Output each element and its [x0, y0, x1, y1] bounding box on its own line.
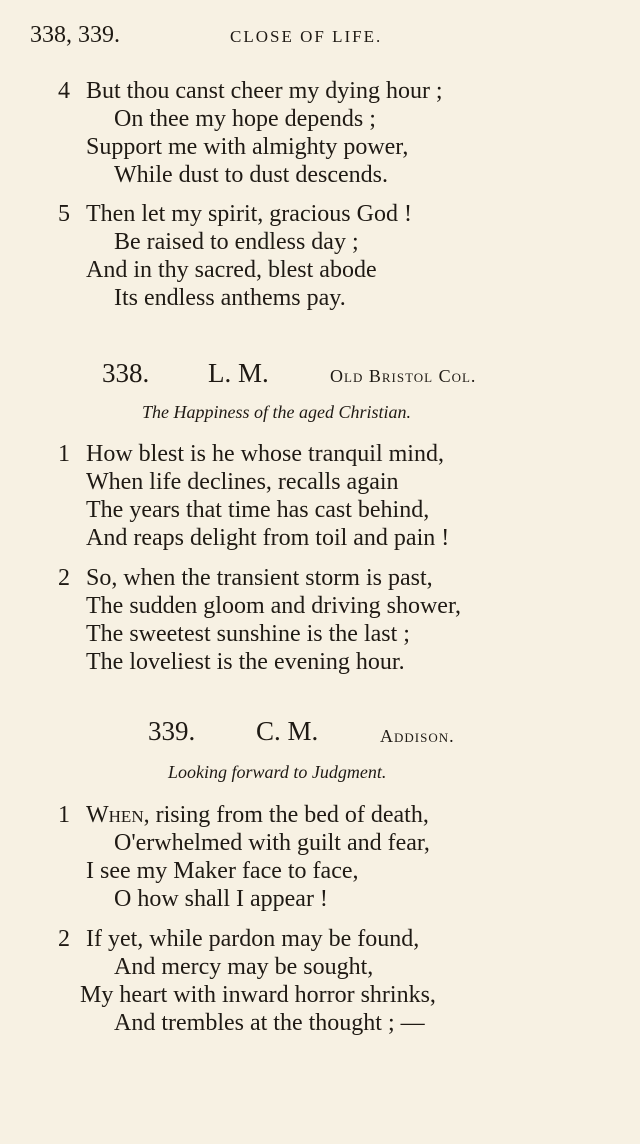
hymn-number: 339. — [148, 716, 196, 746]
stanza-number: 2 — [58, 926, 70, 952]
verse-line: If yet, while pardon may be found, — [86, 926, 420, 952]
verse-line: I see my Maker face to face, — [86, 858, 359, 884]
verse-line-first — [86, 801, 429, 830]
first-word: When — [86, 802, 144, 828]
tune-name: Old Bristol Col. — [330, 366, 477, 386]
verse-line: And reaps delight from toil and pain ! — [86, 525, 450, 551]
page-numbers: 338, 339. — [30, 22, 120, 48]
verse-line: My heart with inward horror shrinks, — [80, 982, 436, 1008]
hymn-subtitle: The Happiness of the aged Christian. — [142, 402, 411, 422]
verse-line: And trembles at the thought ; — — [114, 1010, 425, 1036]
verse-line: Then let my spirit, gracious God ! — [86, 201, 412, 227]
verse-line: And in thy sacred, blest abode — [86, 257, 377, 283]
tune-name: Addison. — [380, 726, 455, 746]
hymn-number: 338. — [102, 358, 150, 388]
verse-line: The years that time has cast behind, — [86, 497, 430, 523]
stanza-number: 1 — [58, 441, 70, 467]
hymn-meter: L. M. — [208, 358, 269, 388]
verse-line: The sweetest sunshine is the last ; — [86, 621, 410, 647]
hymn-subtitle: Looking forward to Judgment. — [168, 762, 387, 782]
verse-line: The sudden gloom and driving shower, — [86, 593, 461, 619]
stanza-number: 4 — [58, 78, 70, 104]
verse-line: Be raised to endless day ; — [114, 229, 359, 255]
stanza-number: 2 — [58, 565, 70, 591]
verse-line: On thee my hope depends ; — [114, 106, 376, 132]
verse-line: When life declines, recalls again — [86, 469, 399, 495]
verse-line: So, when the transient storm is past, — [86, 565, 433, 591]
verse-line: O how shall I appear ! — [114, 886, 328, 912]
verse-line: But thou canst cheer my dying hour ; — [86, 78, 443, 104]
stanza-number: 5 — [58, 201, 70, 227]
verse-line: The loveliest is the evening hour. — [86, 649, 405, 675]
stanza-number: 1 — [58, 802, 70, 828]
verse-line: Its endless anthems pay. — [114, 285, 346, 311]
verse-line-rest: , rising from the bed of death, — [143, 802, 429, 828]
verse-line: O'erwhelmed with guilt and fear, — [114, 830, 430, 856]
hymn-meter: C. M. — [256, 716, 319, 746]
verse-line: While dust to dust descends. — [114, 162, 388, 188]
verse-line: And mercy may be sought, — [114, 954, 374, 980]
verse-line: Support me with almighty power, — [86, 134, 409, 160]
verse-line: How blest is he whose tranquil mind, — [86, 441, 444, 467]
running-title: CLOSE OF LIFE. — [230, 27, 383, 46]
